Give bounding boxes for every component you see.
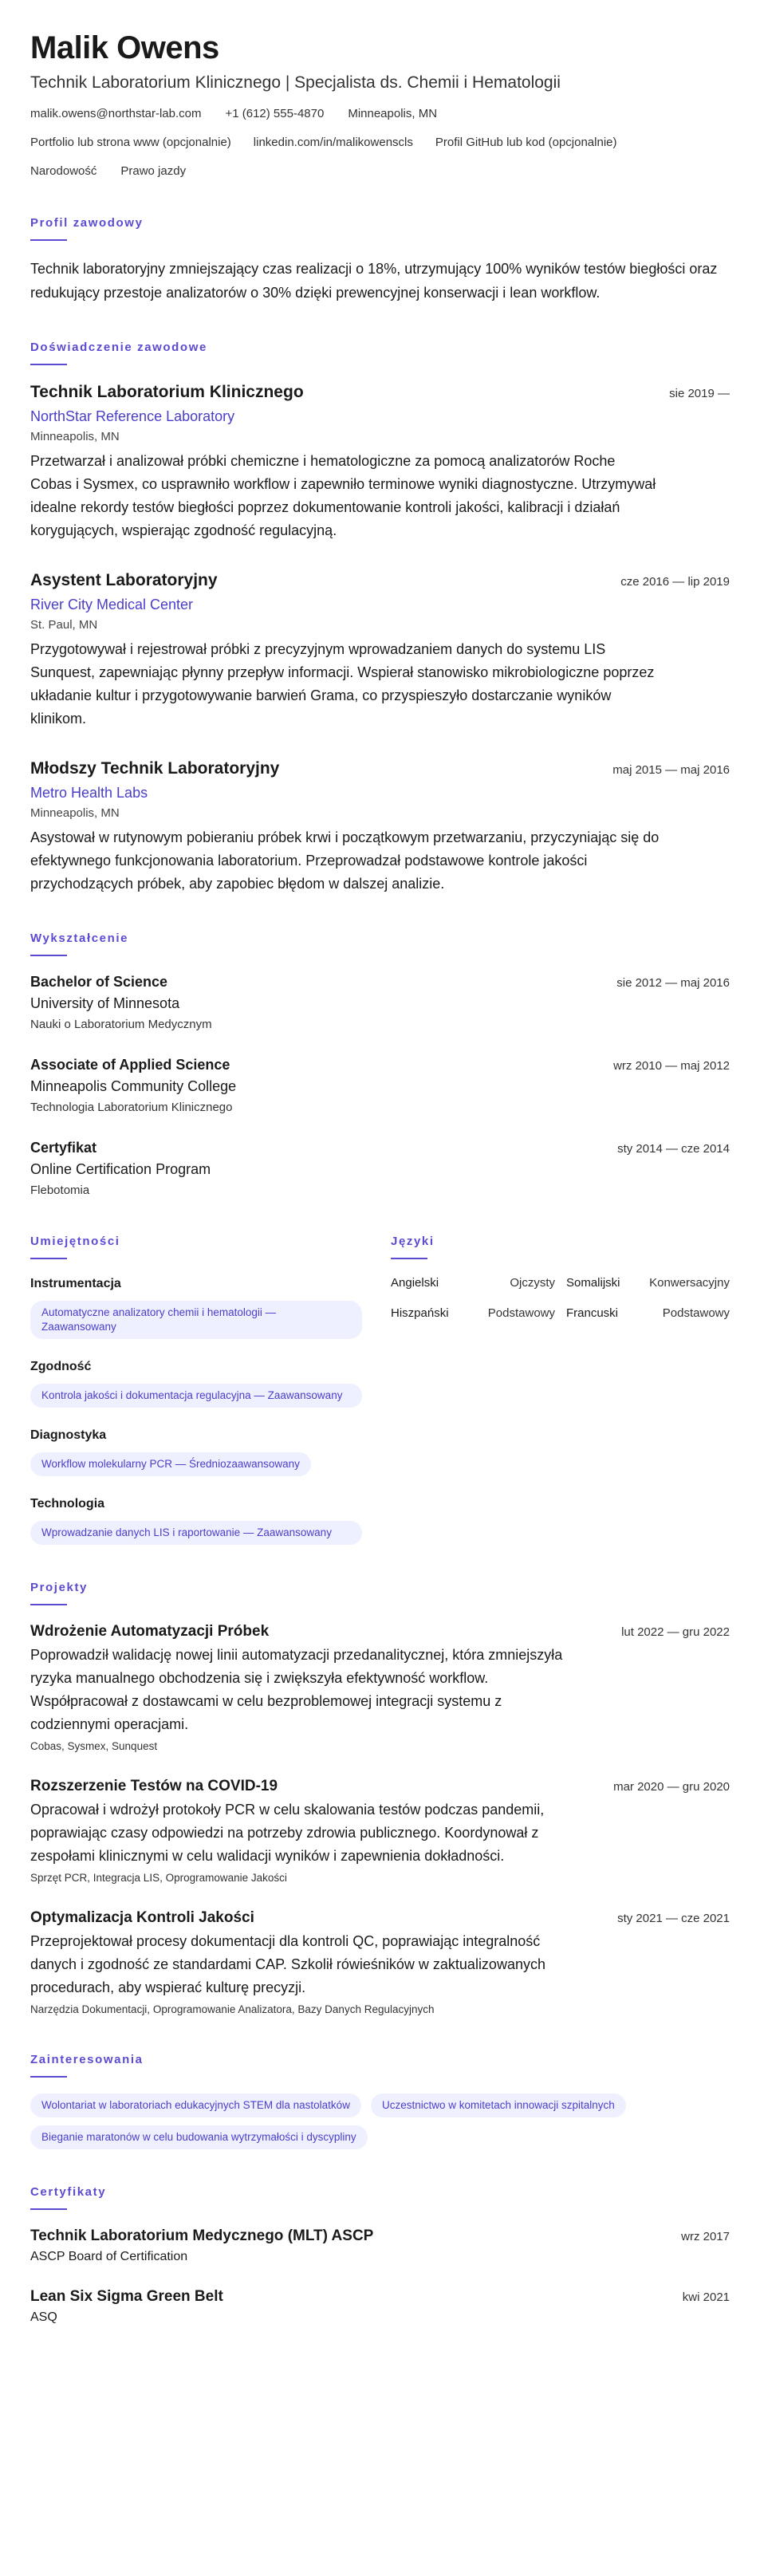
edu-degree: Bachelor of Science (30, 974, 168, 990)
project-title: Wdrożenie Automatyzacji Próbek (30, 1623, 270, 1640)
edu-field: Technologia Laboratorium Klinicznego (30, 1101, 233, 1114)
interests-list (30, 2093, 730, 2149)
project-dates: sty 2021 — cze 2021 (617, 1912, 730, 1925)
job-location: Minneapolis, MN (30, 806, 120, 820)
language-grid (391, 1275, 730, 1321)
edu-school: University of Minnesota (30, 995, 180, 1011)
job-dates: sie 2019 — (669, 387, 730, 400)
section-divider (30, 1604, 67, 1605)
projects-section (30, 1580, 730, 2017)
certifications-section (30, 2184, 730, 2326)
project-entry (30, 1908, 730, 2017)
skill-group (30, 1495, 362, 1545)
skill-group (30, 1275, 362, 1339)
skill-group (30, 1358, 362, 1408)
certification-name: Technik Laboratorium Medycznego (MLT) ASCP (30, 2227, 374, 2244)
job-description: Przygotowywał i rejestrował próbki z precyzyjnym wprowadzaniem danych do systemu LIS Sunquest, zapewniając płynny przepływ informacji. Wspierał stanowisko mikrobiologiczne poprzez układanie kultur i przygotowywanie barwień Grama, co przyspieszyło dostarczanie wyników klinikom. (30, 641, 655, 727)
edu-dates: sty 2014 — cze 2014 (617, 1142, 730, 1156)
project-entry (30, 1621, 730, 1754)
candidate-headline: Technik Laboratorium Klinicznego | Specjalista ds. Chemii i Hematologii (30, 73, 561, 92)
education-section (30, 931, 730, 1199)
summary-text: Technik laboratoryjny zmniejszający czas realizacji o 18%, utrzymujący 100% wyników testów biegłości oraz redukujący przestoje analizatorów o 30% dzięki prewencyjnej konserwacji i lean workflow. (30, 261, 718, 301)
certification-issuer: ASCP Board of Certification (30, 2250, 188, 2263)
language-level: Konwersacyjny (649, 1276, 730, 1290)
skill-category: Zgodność (30, 1360, 92, 1373)
certification-name: Lean Six Sigma Green Belt (30, 2288, 223, 2305)
contact-location: Minneapolis, MN (348, 107, 438, 120)
language-level: Ojczysty (510, 1276, 555, 1290)
skill-pill: Kontrola jakości i dokumentacja regulacyjna — Zaawansowany (30, 1384, 362, 1408)
skill-pill: Wprowadzanie danych LIS i raportowanie — Zaawansowany (30, 1521, 362, 1545)
contact-linkedin[interactable]: linkedin.com/in/malikowenscls (253, 136, 413, 149)
job-entry (30, 569, 730, 731)
job-company: NorthStar Reference Laboratory (30, 408, 235, 424)
project-title: Rozszerzenie Testów na COVID-19 (30, 1778, 278, 1794)
language-name: Hiszpański (391, 1306, 449, 1320)
section-divider (30, 364, 67, 365)
interest-pill: Bieganie maratonów w celu budowania wytrzymałości i dyscypliny (30, 2125, 368, 2149)
project-technologies: Narzędzia Dokumentacji, Oprogramowanie Analizatora, Bazy Danych Regulacyjnych (30, 2003, 435, 2015)
edu-dates: wrz 2010 — maj 2012 (613, 1059, 730, 1073)
contact-nationality: Narodowość (30, 164, 97, 178)
contact-row-links (30, 134, 730, 152)
edu-degree: Certyfikat (30, 1140, 97, 1156)
contact-phone[interactable]: +1 (612) 555-4870 (225, 107, 325, 120)
section-divider (30, 2076, 67, 2078)
certification-entry (30, 2286, 730, 2326)
job-location: Minneapolis, MN (30, 430, 120, 443)
section-divider (391, 1258, 427, 1259)
contact-row-personal (30, 163, 730, 180)
resume-header (30, 29, 730, 180)
contact-portfolio[interactable]: Portfolio lub strona www (opcjonalnie) (30, 136, 231, 149)
contact-github[interactable]: Profil GitHub lub kod (opcjonalnie) (435, 136, 617, 149)
section-divider (30, 1258, 67, 1259)
section-title-interests: Zainteresowania (30, 2053, 144, 2066)
project-title: Optymalizacja Kontroli Jakości (30, 1909, 254, 1926)
language-level: Podstawowy (662, 1306, 730, 1320)
project-technologies: Sprzęt PCR, Integracja LIS, Oprogramowanie Jakości (30, 1872, 287, 1884)
language-name: Francuski (566, 1306, 619, 1320)
job-title: Technik Laboratorium Klinicznego (30, 383, 304, 401)
education-entry (30, 972, 730, 1033)
certification-date: kwi 2021 (682, 2290, 730, 2304)
skills-column (30, 1234, 362, 1545)
contact-email[interactable]: malik.owens@northstar-lab.com (30, 107, 202, 120)
project-dates: mar 2020 — gru 2020 (613, 1780, 730, 1794)
interests-section (30, 2052, 730, 2149)
project-dates: lut 2022 — gru 2022 (621, 1625, 730, 1639)
project-entry (30, 1776, 730, 1885)
job-dates: maj 2015 — maj 2016 (612, 763, 730, 777)
experience-section (30, 340, 730, 896)
edu-field: Flebotomia (30, 1184, 90, 1197)
job-entry (30, 381, 730, 542)
interest-pill: Uczestnictwo w komitetach innowacji szpitalnych (371, 2093, 626, 2117)
job-company: River City Medical Center (30, 597, 194, 612)
languages-column (391, 1234, 730, 1545)
section-divider (30, 239, 67, 241)
job-description: Przetwarzał i analizował próbki chemiczne i hematologiczne za pomocą analizatorów Roche Cobas i Sysmex, co usprawniło workflow i zapewniło terminowe wyniki diagnostyczne. Utrzymywał idealne rekordy testów biegłości poprzez dokumentowanie kontroli jakości, kalibracji i działań korygujących, wspierając zgodność regulacyjną. (30, 453, 656, 538)
section-title-projects: Projekty (30, 1581, 88, 1594)
section-title-experience: Doświadczenie zawodowe (30, 341, 207, 354)
section-divider (30, 955, 67, 956)
skill-category: Technologia (30, 1497, 105, 1511)
job-dates: cze 2016 — lip 2019 (620, 575, 730, 589)
language-name: Angielski (391, 1276, 439, 1290)
job-entry (30, 758, 730, 896)
contact-row-primary (30, 105, 730, 123)
section-divider (30, 2208, 67, 2210)
edu-school: Online Certification Program (30, 1161, 211, 1177)
skill-category: Instrumentacja (30, 1277, 121, 1290)
job-location: St. Paul, MN (30, 618, 98, 632)
section-title-education: Wykształcenie (30, 932, 129, 945)
edu-field: Nauki o Laboratorium Medycznym (30, 1018, 212, 1031)
skill-pill: Automatyczne analizatory chemii i hematologii — Zaawansowany (30, 1301, 362, 1339)
project-description: Poprowadził walidację nowej linii automatyzacji przedanalitycznej, która zmniejszyła ryzyka manualnego obchodzenia się i zwiększyła efektywność workflow. Współpracował z dostawcami w celu bezproblemowej integracji systemu z codziennymi operacjami. (30, 1647, 563, 1732)
section-title-skills: Umiejętności (30, 1235, 120, 1248)
summary-section (30, 215, 730, 305)
candidate-name: Malik Owens (30, 30, 219, 65)
section-title-certifications: Certyfikaty (30, 2185, 107, 2199)
project-description: Przeprojektował procesy dokumentacji dla kontroli QC, poprawiając integralność danych i zgodność ze standardami CAP. Szkolił rówieśników w zaktualizowanych procedurach, aby wspierać kulturę precyzji. (30, 1933, 545, 1995)
edu-degree: Associate of Applied Science (30, 1057, 230, 1073)
skill-group (30, 1427, 362, 1476)
edu-school: Minneapolis Community College (30, 1078, 237, 1094)
job-title: Asystent Laboratoryjny (30, 571, 218, 589)
job-description: Asystował w rutynowym pobieraniu próbek krwi i początkowym przetwarzaniu, przyczyniając się do efektywnego funkcjonowania laboratorium. Przeprowadzał podstawowe kontrole jakości przychodzących próbek, aby zapobiec błędom w dalszej analizie. (30, 829, 660, 892)
section-title-summary: Profil zawodowy (30, 216, 144, 230)
job-title: Młodszy Technik Laboratoryjny (30, 759, 280, 778)
education-entry (30, 1055, 730, 1116)
language-level: Podstawowy (487, 1306, 555, 1320)
interest-pill: Wolontariat w laboratoriach edukacyjnych STEM dla nastolatków (30, 2093, 361, 2117)
edu-dates: sie 2012 — maj 2016 (616, 976, 730, 990)
skills-languages-section (30, 1234, 730, 1545)
job-company: Metro Health Labs (30, 785, 148, 801)
certification-date: wrz 2017 (681, 2230, 730, 2243)
certification-issuer: ASQ (30, 2310, 57, 2324)
skill-pill: Workflow molekularny PCR — Średniozaawansowany (30, 1452, 311, 1476)
project-technologies: Cobas, Sysmex, Sunquest (30, 1740, 158, 1752)
project-description: Opracował i wdrożył protokoły PCR w celu skalowania testów podczas pandemii, poprawiając czasy odpowiedzi na potrzeby zdrowia publicznego. Koordynował z zespołami klinicznymi w celu walidacji wyników i zapewnienia dokładności. (30, 1802, 545, 1864)
skill-category: Diagnostyka (30, 1428, 107, 1442)
certification-entry (30, 2226, 730, 2266)
education-entry (30, 1138, 730, 1199)
language-name: Somalijski (566, 1276, 620, 1290)
section-title-languages: Języki (391, 1235, 435, 1248)
contact-license: Prawo jazdy (120, 164, 187, 178)
